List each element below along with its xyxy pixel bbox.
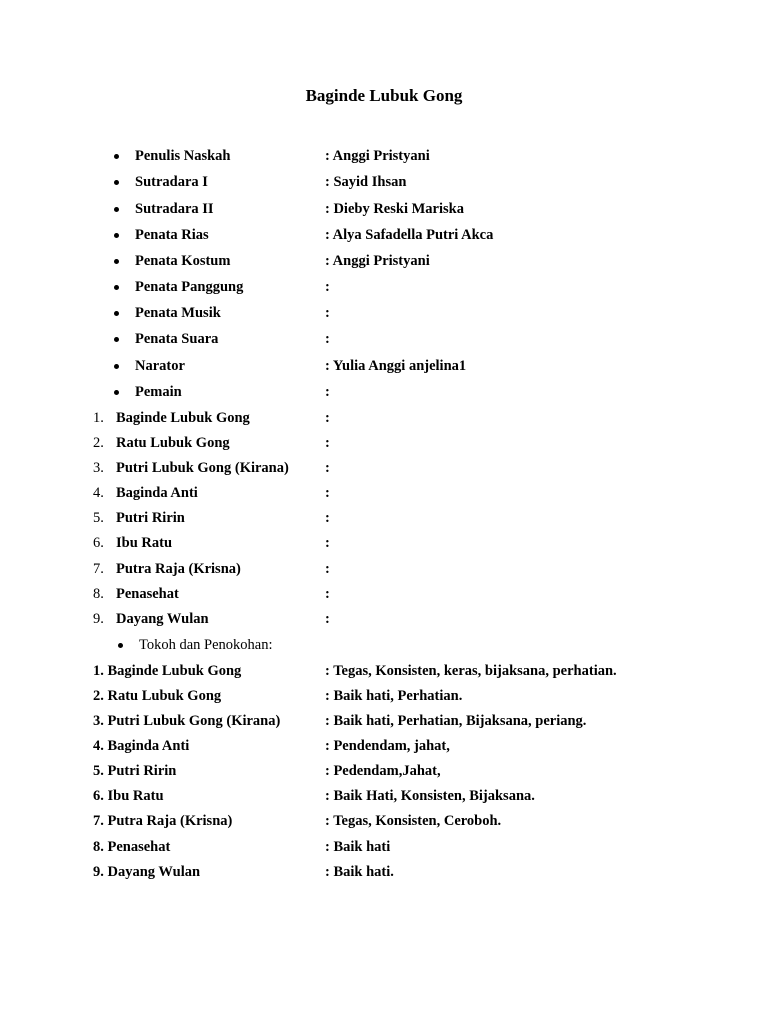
crew-role: Sutradara II (135, 201, 214, 217)
bullet-icon (114, 285, 119, 290)
cast-number: 6. (93, 535, 104, 551)
crew-item (0, 304, 768, 322)
character-name: 2. Ratu Lubuk Gong (93, 688, 222, 704)
crew-item (0, 252, 768, 270)
crew-name: : Yulia Anggi anjelina1 (325, 358, 467, 374)
cast-role: Putri Ririn (116, 510, 185, 526)
bullet-icon (114, 259, 119, 264)
crew-name: : (325, 331, 330, 347)
crew-role: Penulis Naskah (135, 148, 231, 164)
bullet-icon (114, 207, 119, 212)
character-name: 7. Putra Raja (Krisna) (93, 813, 233, 829)
cast-number: 1. (93, 410, 104, 426)
bullet-icon (114, 337, 119, 342)
character-name: 4. Baginda Anti (93, 738, 190, 754)
cast-actor: : (325, 561, 330, 577)
character-name: 5. Putri Ririn (93, 763, 177, 779)
cast-role: Ibu Ratu (116, 535, 173, 551)
crew-role: Sutradara I (135, 174, 208, 190)
crew-name: : (325, 279, 330, 295)
character-traits: : Tegas, Konsisten, keras, bijaksana, perhatian. (325, 663, 617, 679)
crew-role: Pemain (135, 384, 182, 400)
character-item (0, 812, 768, 830)
cast-actor: : (325, 485, 330, 501)
crew-item (0, 200, 768, 218)
page-title: Baginde Lubuk Gong (305, 86, 463, 105)
crew-item (0, 278, 768, 296)
crew-name: : (325, 305, 330, 321)
character-traits: : Baik hati, Perhatian, Bijaksana, periang. (325, 713, 587, 729)
character-name: 8. Penasehat (93, 839, 171, 855)
character-item (0, 787, 768, 805)
cast-role: Ratu Lubuk Gong (116, 435, 230, 451)
crew-name: : Anggi Pristyani (325, 148, 430, 164)
cast-item (0, 509, 768, 527)
character-name: 3. Putri Lubuk Gong (Kirana) (93, 713, 281, 729)
character-traits: : Baik Hati, Konsisten, Bijaksana. (325, 788, 535, 804)
character-traits: : Pedendam,Jahat, (325, 763, 441, 779)
character-item (0, 762, 768, 780)
cast-item (0, 560, 768, 578)
characterization-heading: Tokoh dan Penokohan: (139, 637, 273, 653)
cast-actor: : (325, 435, 330, 451)
cast-item (0, 459, 768, 477)
cast-item (0, 409, 768, 427)
cast-role: Penasehat (116, 586, 179, 602)
cast-item (0, 585, 768, 603)
cast-number: 4. (93, 485, 104, 501)
crew-role: Penata Panggung (135, 279, 244, 295)
bullet-icon (114, 364, 119, 369)
cast-role: Baginda Anti (116, 485, 198, 501)
cast-actor: : (325, 535, 330, 551)
cast-actor: : (325, 410, 330, 426)
cast-item (0, 484, 768, 502)
cast-actor: : (325, 586, 330, 602)
character-traits: : Baik hati, Perhatian. (325, 688, 463, 704)
crew-name: : Sayid Ihsan (325, 174, 407, 190)
crew-item (0, 147, 768, 165)
cast-role: Baginde Lubuk Gong (116, 410, 250, 426)
bullet-icon (114, 311, 119, 316)
cast-item (0, 534, 768, 552)
cast-actor: : (325, 611, 330, 627)
crew-item (0, 226, 768, 244)
crew-item (0, 173, 768, 191)
character-name: 6. Ibu Ratu (93, 788, 164, 804)
bullet-icon (114, 233, 119, 238)
crew-name: : Anggi Pristyani (325, 253, 430, 269)
character-name: 9. Dayang Wulan (93, 864, 201, 880)
cast-actor: : (325, 460, 330, 476)
character-item (0, 712, 768, 730)
crew-item (0, 383, 768, 401)
character-traits: : Baik hati (325, 839, 391, 855)
cast-number: 3. (93, 460, 104, 476)
cast-number: 2. (93, 435, 104, 451)
cast-actor: : (325, 510, 330, 526)
cast-item (0, 610, 768, 628)
character-traits: : Baik hati. (325, 864, 394, 880)
bullet-icon (114, 154, 119, 159)
crew-role: Penata Rias (135, 227, 209, 243)
crew-name: : Dieby Reski Mariska (325, 201, 464, 217)
crew-role: Penata Suara (135, 331, 219, 347)
cast-number: 7. (93, 561, 104, 577)
bullet-icon (114, 390, 119, 395)
character-traits: : Tegas, Konsisten, Ceroboh. (325, 813, 502, 829)
cast-role: Putri Lubuk Gong (Kirana) (116, 460, 289, 476)
character-item (0, 737, 768, 755)
character-traits: : Pendendam, jahat, (325, 738, 450, 754)
character-item (0, 662, 768, 680)
characterization-heading-row (0, 636, 768, 654)
character-name: 1. Baginde Lubuk Gong (93, 663, 242, 679)
cast-role: Putra Raja (Krisna) (116, 561, 241, 577)
cast-number: 5. (93, 510, 104, 526)
crew-role: Narator (135, 358, 185, 374)
crew-item (0, 330, 768, 348)
cast-role: Dayang Wulan (116, 611, 209, 627)
cast-number: 8. (93, 586, 104, 602)
cast-item (0, 434, 768, 452)
bullet-icon (114, 180, 119, 185)
bullet-icon (118, 643, 123, 648)
crew-name: : Alya Safadella Putri Akca (325, 227, 494, 243)
character-item (0, 838, 768, 856)
crew-item (0, 357, 768, 375)
crew-name: : (325, 384, 330, 400)
cast-number: 9. (93, 611, 104, 627)
character-item (0, 863, 768, 881)
crew-role: Penata Musik (135, 305, 221, 321)
character-item (0, 687, 768, 705)
crew-role: Penata Kostum (135, 253, 231, 269)
